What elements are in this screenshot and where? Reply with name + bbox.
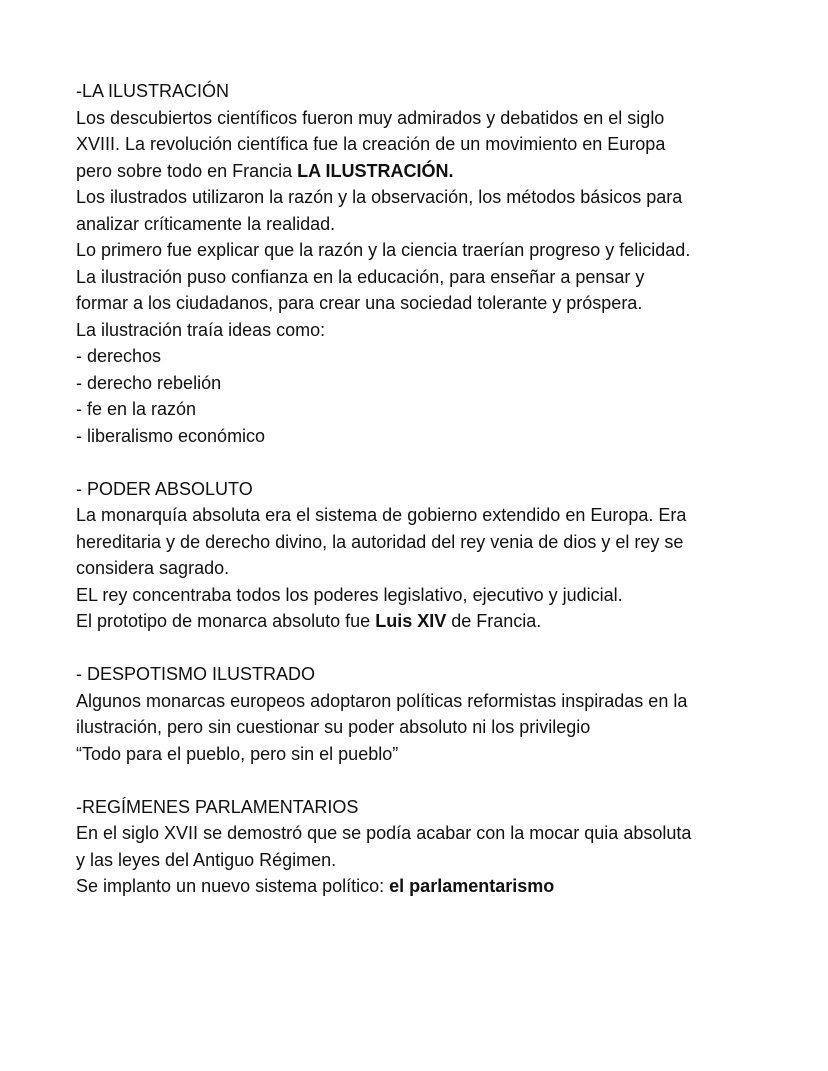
- list-item: - liberalismo económico: [76, 425, 266, 446]
- text-line: Los descubiertos científicos fueron muy admirados y debatidos en el siglo: [76, 107, 665, 128]
- text-line: hereditaria y de derecho divino, la autoridad del rey venia de dios y el rey se: [76, 531, 684, 552]
- text-line: y las leyes del Antiguo Régimen.: [76, 849, 337, 870]
- section-heading: -REGÍMENES PARLAMENTARIOS: [76, 796, 359, 817]
- text-line: Los ilustrados utilizaron la razón y la observación, los métodos básicos para: [76, 187, 683, 207]
- document-page: [76, 78, 776, 900]
- list-item: - derecho rebelión: [76, 372, 222, 393]
- bold-term: el parlamentarismo: [389, 876, 555, 896]
- section-ilustracion: [76, 78, 776, 449]
- section-poder-absoluto: [76, 476, 776, 635]
- text-line: formar a los ciudadanos, para crear una sociedad tolerante y próspera.: [76, 293, 643, 313]
- text-line: considera sagrado.: [76, 558, 230, 578]
- section-heading: -LA ILUSTRACIÓN: [76, 81, 230, 101]
- text-line: analizar críticamente la realidad.: [76, 213, 336, 234]
- text-line: La ilustración puso confianza en la educación, para enseñar a pensar y: [76, 266, 645, 287]
- text-line: Algunos monarcas europeos adoptaron políticas reformistas inspiradas en la: [76, 690, 688, 711]
- text-line: XVIII. La revolución científica fue la creación de un movimiento en Europa: [76, 134, 666, 154]
- text-line: ilustración, pero sin cuestionar su poder absoluto ni los privilegio: [76, 717, 591, 737]
- section-parlamentarios: [76, 794, 776, 900]
- bold-term: Luis XIV: [375, 611, 447, 631]
- text-line: Lo primero fue explicar que la razón y la ciencia traerían progreso y felicidad.: [76, 240, 691, 260]
- text-run: de Francia.: [446, 611, 542, 631]
- text-line: La ilustración traía ideas como:: [76, 319, 326, 340]
- text-line: La monarquía absoluta era el sistema de gobierno extendido en Europa. Era: [76, 505, 687, 525]
- section-heading: - DESPOTISMO ILUSTRADO: [76, 664, 316, 684]
- text-line: En el siglo XVII se demostró que se podía acabar con la mocar quia absoluta: [76, 823, 692, 843]
- text-line: [76, 158, 776, 185]
- text-line: EL rey concentraba todos los poderes legislativo, ejecutivo y judicial.: [76, 584, 623, 605]
- section-heading: - PODER ABSOLUTO: [76, 478, 253, 499]
- section-despotismo: [76, 661, 776, 767]
- list-item: - derechos: [76, 346, 162, 366]
- bold-term: LA ILUSTRACIÓN.: [297, 160, 454, 181]
- list-item: - fe en la razón: [76, 399, 197, 419]
- text-run: pero sobre todo en Francia: [76, 160, 298, 181]
- text-line: [76, 608, 776, 635]
- text-run: Se implanto un nuevo sistema político:: [76, 876, 390, 896]
- text-run: El prototipo de monarca absoluto fue: [76, 611, 376, 631]
- quote-line: “Todo para el pueblo, pero sin el pueblo”: [76, 743, 399, 764]
- text-line: [76, 873, 776, 900]
